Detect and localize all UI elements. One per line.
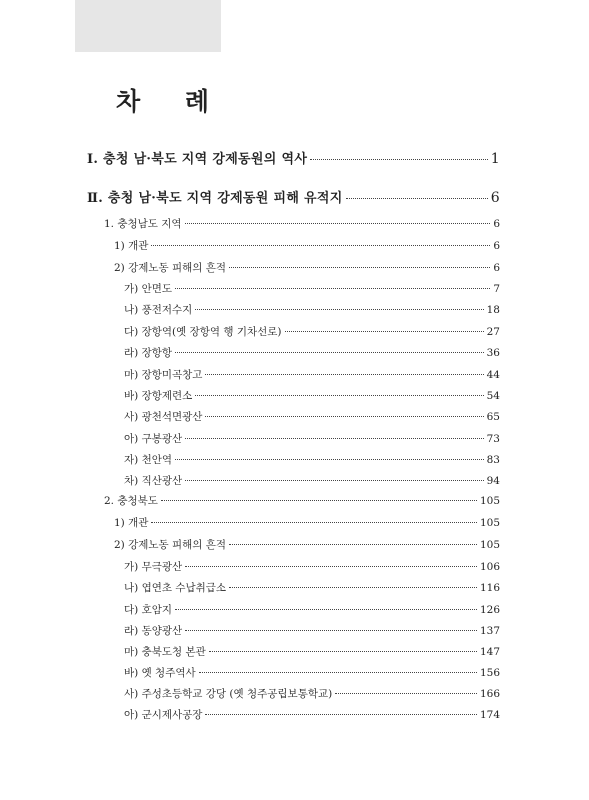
toc-label: 아) 군시제사공장 [124, 709, 203, 721]
toc-page-number: 83 [486, 454, 500, 466]
toc-section[interactable] [104, 493, 500, 508]
toc-label: 2) 강제노동 피해의 흔적 [114, 539, 227, 551]
toc-item[interactable] [124, 473, 500, 488]
page-title: 차 례 [116, 87, 228, 116]
toc-item[interactable] [124, 431, 500, 446]
toc-item[interactable] [124, 559, 500, 574]
toc-page-number: 156 [479, 667, 500, 679]
toc-page-number: 44 [486, 369, 500, 381]
dot-leader [175, 352, 484, 353]
toc-page-number: 36 [486, 347, 500, 359]
toc-item[interactable] [124, 665, 500, 680]
dot-leader [195, 395, 483, 396]
dot-leader [229, 587, 477, 588]
toc-label: 자) 천안역 [124, 454, 173, 466]
corner-tab-block [75, 0, 221, 52]
toc-label: 가) 안면도 [124, 283, 173, 295]
dot-leader [229, 267, 490, 268]
toc-page-number: 7 [493, 283, 500, 295]
toc-label: 나) 엽연초 수납취급소 [124, 582, 227, 594]
toc-label: 라) 장항항 [124, 347, 173, 359]
toc-label: 라) 동양광산 [124, 625, 183, 637]
toc-item[interactable] [124, 324, 500, 339]
toc-subsection[interactable] [114, 238, 500, 253]
dot-leader [185, 480, 483, 481]
toc-page-number: 174 [479, 709, 500, 721]
toc-page-number: 27 [486, 326, 500, 338]
toc-label: 나) 풍전저수지 [124, 304, 193, 316]
dot-leader [199, 672, 477, 673]
toc-item[interactable] [124, 409, 500, 424]
toc-page-number: 94 [486, 475, 500, 487]
toc-label: 1) 개관 [114, 240, 149, 252]
toc-item[interactable] [124, 452, 500, 467]
dot-leader [205, 416, 483, 417]
toc-label: 2. 충청북도 [104, 495, 158, 507]
toc-item[interactable] [124, 580, 500, 595]
toc-page-number: 116 [479, 582, 500, 594]
toc-page-number: 1 [490, 151, 500, 167]
toc-page-number: 126 [479, 604, 500, 616]
dot-leader [205, 374, 483, 375]
toc-label: 2) 강제노동 피해의 흔적 [114, 262, 227, 274]
toc-item[interactable] [124, 302, 500, 317]
toc-item[interactable] [124, 707, 500, 722]
toc-label: 사) 광천석면광산 [124, 411, 203, 423]
toc-item[interactable] [124, 388, 500, 403]
toc-item[interactable] [124, 623, 500, 638]
toc-subsection[interactable] [114, 537, 500, 552]
toc-label: 1) 개관 [114, 517, 149, 529]
toc-page-number: 6 [493, 240, 500, 252]
toc-item[interactable] [124, 345, 500, 360]
toc-page-number: 54 [486, 390, 500, 402]
toc-section[interactable] [104, 216, 500, 231]
dot-leader [175, 288, 490, 289]
toc-page-number: 6 [493, 262, 500, 274]
dot-leader [335, 693, 477, 694]
toc-item[interactable] [124, 686, 500, 701]
toc-subsection[interactable] [114, 260, 500, 275]
toc-page-number: 106 [479, 561, 500, 573]
toc-page-number: 18 [486, 304, 500, 316]
toc-label: 다) 장항역(옛 장항역 행 기차선로) [124, 326, 282, 338]
toc-page-number: 137 [479, 625, 500, 637]
toc-page-number: 73 [486, 433, 500, 445]
dot-leader [151, 245, 490, 246]
toc-chapter-2[interactable] [87, 187, 500, 206]
toc-label: 가) 무극광산 [124, 561, 183, 573]
toc-label: 다) 호암지 [124, 604, 173, 616]
toc-label: 1. 충청남도 지역 [104, 218, 182, 230]
toc-page-number: 166 [479, 688, 500, 700]
toc-item[interactable] [124, 602, 500, 617]
dot-leader [310, 159, 488, 160]
toc-page-number: 6 [490, 190, 500, 206]
toc-page-number: 6 [493, 218, 500, 230]
dot-leader [285, 331, 484, 332]
toc-page-number: 105 [479, 539, 500, 551]
dot-leader [185, 223, 491, 224]
toc-label: 바) 장항제련소 [124, 390, 193, 402]
toc-page-number: 65 [486, 411, 500, 423]
toc-label: 바) 옛 청주역사 [124, 667, 196, 679]
dot-leader [229, 544, 477, 545]
toc-page-number: 147 [479, 646, 500, 658]
toc-item[interactable] [124, 644, 500, 659]
toc-label: Ⅰ. 충청 남·북도 지역 강제동원의 역사 [87, 152, 308, 167]
toc-page-number: 105 [479, 517, 500, 529]
toc-label: 사) 주성초등학교 강당 (옛 청주공립보통학교) [124, 688, 333, 700]
toc-subsection[interactable] [114, 515, 500, 530]
dot-leader [185, 438, 483, 439]
dot-leader [151, 522, 477, 523]
dot-leader [175, 459, 484, 460]
dot-leader [185, 566, 477, 567]
dot-leader [185, 630, 477, 631]
toc-chapter-1[interactable] [87, 148, 500, 167]
dot-leader [209, 651, 477, 652]
dot-leader [205, 714, 477, 715]
toc-label: 차) 직산광산 [124, 475, 183, 487]
dot-leader [175, 609, 477, 610]
dot-leader [161, 500, 477, 501]
toc-item[interactable] [124, 281, 500, 296]
dot-leader [346, 198, 488, 199]
toc-page-number: 105 [479, 495, 500, 507]
toc-label: 마) 충북도청 본관 [124, 646, 206, 658]
toc-label: 아) 구봉광산 [124, 433, 183, 445]
toc-label: 마) 장항미곡창고 [124, 369, 203, 381]
toc-item[interactable] [124, 367, 500, 382]
toc-label: Ⅱ. 충청 남·북도 지역 강제동원 피해 유적지 [87, 191, 343, 206]
dot-leader [195, 309, 483, 310]
